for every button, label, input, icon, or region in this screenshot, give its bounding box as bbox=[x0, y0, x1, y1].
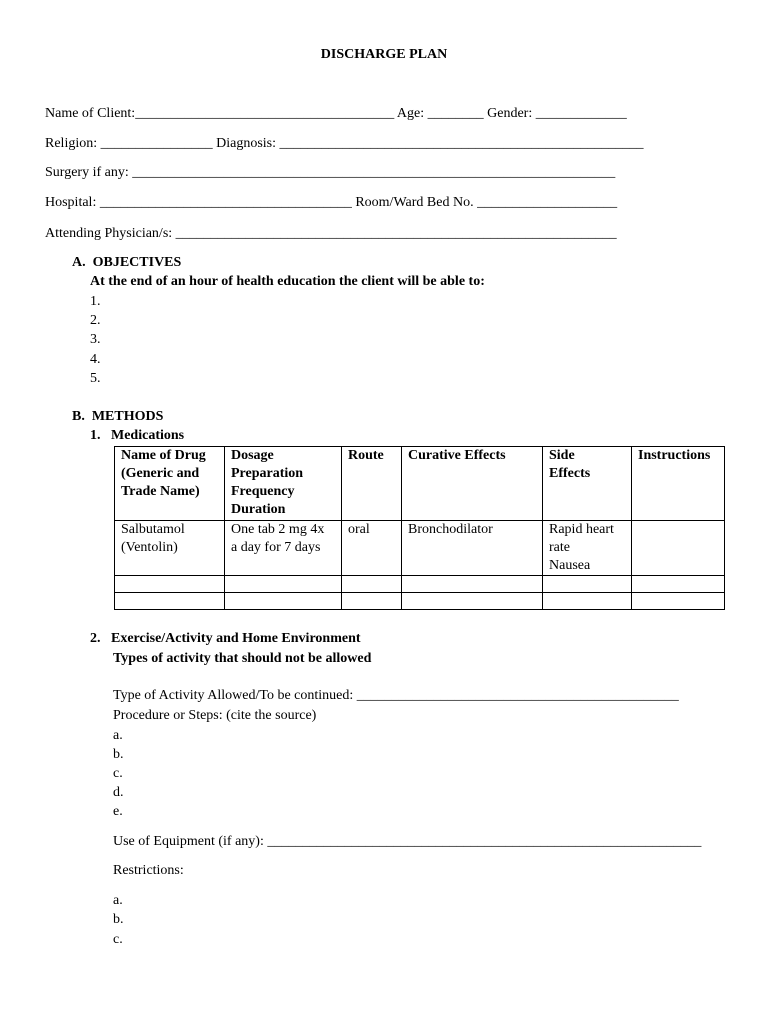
table-cell[interactable] bbox=[342, 593, 402, 610]
objective-item: 5. bbox=[90, 371, 101, 386]
objective-item: 2. bbox=[90, 313, 101, 328]
table-row bbox=[115, 593, 725, 610]
table-cell[interactable]: Salbutamol (Ventolin) bbox=[115, 521, 225, 576]
header-route: Route bbox=[342, 447, 402, 521]
activity-allowed-line[interactable]: Type of Activity Allowed/To be continued: ______________________________________________ bbox=[113, 688, 679, 703]
table-cell[interactable] bbox=[632, 593, 725, 610]
client-name-line[interactable]: Name of Client:_____________________________________ Age: ________ Gender: _____________ bbox=[45, 106, 627, 121]
medications-heading: 1. Medications bbox=[90, 428, 185, 443]
procedure-label: Procedure or Steps: (cite the source) bbox=[113, 708, 317, 723]
procedure-step: b. bbox=[113, 747, 124, 762]
table-header-row bbox=[115, 447, 725, 521]
header-instructions: Instructions bbox=[632, 447, 725, 521]
header-side-effects: Side Effects bbox=[543, 447, 632, 521]
objective-item: 3. bbox=[90, 332, 101, 347]
procedure-step: d. bbox=[113, 785, 124, 800]
table-cell[interactable] bbox=[342, 576, 402, 593]
procedure-step: c. bbox=[113, 766, 123, 781]
table-cell[interactable]: Bronchodilator bbox=[402, 521, 543, 576]
table-cell[interactable] bbox=[402, 593, 543, 610]
header-drug-name: Name of Drug (Generic and Trade Name) bbox=[115, 447, 225, 521]
table-row bbox=[115, 521, 725, 576]
physician-line[interactable]: Attending Physician/s: _______________________________________________________________ bbox=[45, 226, 617, 241]
equipment-line[interactable]: Use of Equipment (if any): ______________________________________________________________ bbox=[113, 834, 702, 849]
objective-item: 4. bbox=[90, 352, 101, 367]
table-cell[interactable]: oral bbox=[342, 521, 402, 576]
objectives-intro: At the end of an hour of health education the client will be able to: bbox=[90, 274, 485, 289]
header-curative-effects: Curative Effects bbox=[402, 447, 543, 521]
table-cell[interactable] bbox=[632, 521, 725, 576]
table-cell[interactable] bbox=[632, 576, 725, 593]
restrictions-label: Restrictions: bbox=[113, 863, 184, 878]
methods-heading: B. METHODS bbox=[72, 409, 164, 424]
exercise-heading: 2. Exercise/Activity and Home Environment bbox=[90, 631, 361, 646]
medications-table bbox=[114, 446, 725, 610]
table-cell[interactable] bbox=[225, 576, 342, 593]
exercise-subheading: Types of activity that should not be allowed bbox=[113, 651, 372, 666]
procedure-step: e. bbox=[113, 804, 123, 819]
restriction-item: c. bbox=[113, 932, 123, 947]
table-cell[interactable] bbox=[225, 593, 342, 610]
table-cell[interactable]: Rapid heart rate Nausea bbox=[543, 521, 632, 576]
table-cell[interactable] bbox=[115, 593, 225, 610]
table-cell[interactable] bbox=[115, 576, 225, 593]
document-title: DISCHARGE PLAN bbox=[320, 47, 448, 62]
hospital-room-line[interactable]: Hospital: ____________________________________ Room/Ward Bed No. ____________________ bbox=[45, 195, 618, 210]
surgery-line[interactable]: Surgery if any: _____________________________________________________________________ bbox=[45, 165, 616, 180]
table-cell[interactable] bbox=[543, 593, 632, 610]
restriction-item: b. bbox=[113, 912, 124, 927]
restriction-item: a. bbox=[113, 893, 123, 908]
table-cell[interactable]: One tab 2 mg 4x a day for 7 days bbox=[225, 521, 342, 576]
table-cell[interactable] bbox=[543, 576, 632, 593]
header-dosage: Dosage Preparation Frequency Duration bbox=[225, 447, 342, 521]
procedure-step: a. bbox=[113, 728, 123, 743]
religion-diagnosis-line[interactable]: Religion: ________________ Diagnosis: ____________________________________________________ bbox=[45, 136, 644, 151]
table-row bbox=[115, 576, 725, 593]
objectives-heading: A. OBJECTIVES bbox=[72, 255, 182, 270]
table-cell[interactable] bbox=[402, 576, 543, 593]
objective-item: 1. bbox=[90, 294, 101, 309]
